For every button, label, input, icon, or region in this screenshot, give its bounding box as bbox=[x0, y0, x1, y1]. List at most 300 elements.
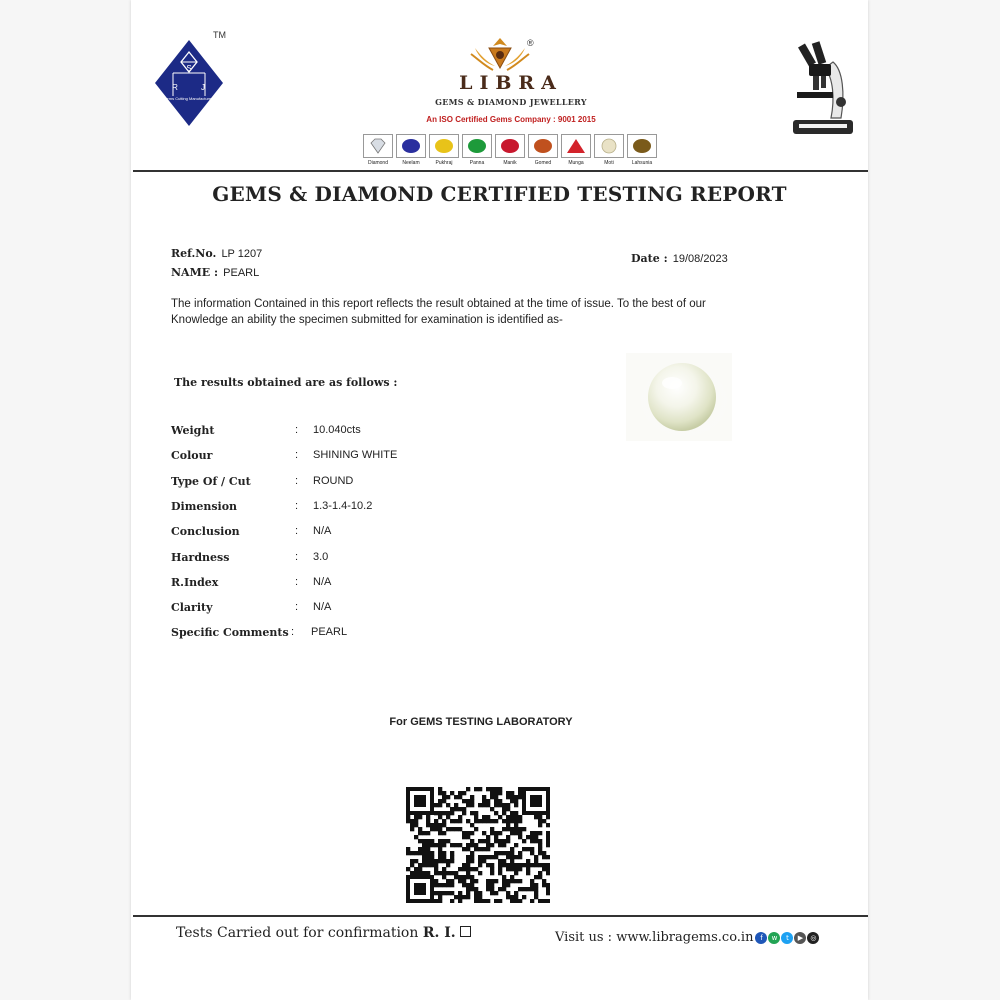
qr-module bbox=[518, 815, 522, 819]
qr-module bbox=[466, 799, 470, 803]
qr-module bbox=[418, 847, 422, 851]
qr-module bbox=[438, 855, 442, 859]
qr-module bbox=[442, 823, 446, 827]
qr-module bbox=[438, 883, 442, 887]
qr-module bbox=[406, 847, 410, 851]
qr-module bbox=[470, 887, 474, 891]
qr-module bbox=[422, 871, 426, 875]
result-colon: : bbox=[295, 449, 299, 462]
gem-item bbox=[594, 134, 624, 166]
qr-module bbox=[414, 835, 418, 839]
gem-label: Pukhraj bbox=[435, 160, 453, 166]
qr-module bbox=[506, 867, 510, 871]
result-colon: : bbox=[295, 474, 299, 487]
qr-module bbox=[470, 839, 474, 843]
qr-module bbox=[466, 819, 470, 823]
qr-module bbox=[454, 819, 458, 823]
qr-module bbox=[434, 871, 438, 875]
qr-module bbox=[478, 859, 482, 863]
qr-module bbox=[490, 787, 494, 791]
qr-finder-pattern bbox=[414, 883, 426, 895]
qr-module bbox=[454, 875, 458, 879]
qr-module bbox=[414, 867, 418, 871]
qr-module bbox=[486, 803, 490, 807]
qr-module bbox=[434, 859, 438, 863]
qr-module bbox=[506, 855, 510, 859]
qr-module bbox=[462, 807, 466, 811]
qr-module bbox=[478, 895, 482, 899]
gem-image-box bbox=[627, 134, 657, 158]
qr-module bbox=[450, 791, 454, 795]
qr-module bbox=[482, 795, 486, 799]
qr-module bbox=[514, 879, 518, 883]
qr-module bbox=[478, 855, 482, 859]
qr-module bbox=[510, 795, 514, 799]
qr-module bbox=[410, 871, 414, 875]
qr-module bbox=[506, 891, 510, 895]
brand-name: LIBRA bbox=[459, 72, 563, 94]
qr-module bbox=[466, 847, 470, 851]
whatsapp-icon[interactable]: w bbox=[768, 932, 780, 944]
qr-module bbox=[538, 871, 542, 875]
qr-module bbox=[410, 863, 414, 867]
qr-module bbox=[422, 847, 426, 851]
result-colon: : bbox=[295, 550, 299, 563]
qr-module bbox=[406, 851, 410, 855]
qr-module bbox=[470, 859, 474, 863]
qr-module bbox=[510, 831, 514, 835]
gem-item bbox=[528, 134, 558, 166]
qr-module bbox=[458, 815, 462, 819]
qr-module bbox=[538, 843, 542, 847]
qr-module bbox=[446, 803, 450, 807]
qr-module bbox=[494, 803, 498, 807]
qr-module bbox=[462, 831, 466, 835]
gem-image-box bbox=[429, 134, 459, 158]
qr-module bbox=[458, 891, 462, 895]
qr-module bbox=[466, 835, 470, 839]
qr-module bbox=[438, 815, 442, 819]
qr-module bbox=[462, 791, 466, 795]
qr-module bbox=[506, 815, 510, 819]
qr-module bbox=[466, 875, 470, 879]
qr-module bbox=[506, 895, 510, 899]
qr-module bbox=[490, 827, 494, 831]
qr-module bbox=[438, 791, 442, 795]
result-row bbox=[171, 576, 571, 596]
result-value: N/A bbox=[313, 601, 332, 614]
qr-module bbox=[482, 815, 486, 819]
qr-module bbox=[482, 831, 486, 835]
qr-module bbox=[478, 847, 482, 851]
qr-module bbox=[538, 875, 542, 879]
qr-module bbox=[486, 883, 490, 887]
microscope-icon bbox=[781, 40, 861, 140]
qr-module bbox=[502, 843, 506, 847]
qr-module bbox=[526, 835, 530, 839]
qr-module bbox=[474, 887, 478, 891]
qr-module bbox=[510, 815, 514, 819]
qr-module bbox=[542, 867, 546, 871]
qr-module bbox=[538, 831, 542, 835]
qr-module bbox=[506, 791, 510, 795]
qr-module bbox=[458, 867, 462, 871]
qr-module bbox=[530, 847, 534, 851]
pukhraj-gem-icon bbox=[433, 138, 455, 154]
gem-item bbox=[627, 134, 657, 166]
qr-module bbox=[526, 887, 530, 891]
qr-module bbox=[546, 887, 550, 891]
qr-module bbox=[426, 843, 430, 847]
qr-module bbox=[542, 819, 546, 823]
qr-module bbox=[466, 787, 470, 791]
qr-module bbox=[446, 815, 450, 819]
qr-module bbox=[502, 863, 506, 867]
qr-module bbox=[506, 819, 510, 823]
qr-module bbox=[438, 895, 442, 899]
qr-module bbox=[438, 843, 442, 847]
qr-module bbox=[534, 883, 538, 887]
qr-module bbox=[474, 847, 478, 851]
qr-module bbox=[438, 871, 442, 875]
qr-module bbox=[418, 831, 422, 835]
qr-module bbox=[414, 819, 418, 823]
qr-module bbox=[494, 831, 498, 835]
qr-module bbox=[538, 839, 542, 843]
qr-module bbox=[542, 855, 546, 859]
qr-module bbox=[418, 867, 422, 871]
qr-module bbox=[434, 819, 438, 823]
qr-module bbox=[458, 795, 462, 799]
qr-module bbox=[510, 895, 514, 899]
qr-module bbox=[410, 851, 414, 855]
qr-module bbox=[498, 843, 502, 847]
qr-module bbox=[466, 843, 470, 847]
qr-module bbox=[418, 863, 422, 867]
result-label: Type Of / Cut bbox=[171, 474, 251, 488]
gem-label: Moti bbox=[604, 160, 614, 166]
qr-module bbox=[450, 891, 454, 895]
qr-module bbox=[458, 843, 462, 847]
qr-module bbox=[486, 879, 490, 883]
qr-module bbox=[510, 851, 514, 855]
qr-module bbox=[410, 819, 414, 823]
qr-module bbox=[426, 815, 430, 819]
checkbox-icon bbox=[460, 926, 471, 937]
qr-module bbox=[462, 835, 466, 839]
qr-module bbox=[530, 899, 534, 903]
qr-module bbox=[442, 855, 446, 859]
qr-module bbox=[434, 843, 438, 847]
qr-module bbox=[486, 819, 490, 823]
qr-module bbox=[482, 839, 486, 843]
gem-label: Manik bbox=[503, 160, 517, 166]
qr-module bbox=[494, 811, 498, 815]
qr-module bbox=[546, 823, 550, 827]
qr-module bbox=[546, 883, 550, 887]
result-label: Weight bbox=[171, 424, 215, 437]
qr-module bbox=[518, 867, 522, 871]
qr-module bbox=[458, 875, 462, 879]
qr-module bbox=[426, 847, 430, 851]
qr-module bbox=[486, 847, 490, 851]
panna-gem-icon bbox=[466, 138, 488, 154]
qr-module bbox=[546, 843, 550, 847]
qr-module bbox=[538, 899, 542, 903]
pearl-photo bbox=[626, 353, 732, 441]
moti-gem-icon bbox=[598, 138, 620, 154]
qr-module bbox=[502, 859, 506, 863]
manik-gem-icon bbox=[499, 138, 521, 154]
qr-module bbox=[482, 855, 486, 859]
result-colon: : bbox=[295, 499, 299, 512]
qr-module bbox=[450, 855, 454, 859]
qr-module bbox=[502, 819, 506, 823]
qr-module bbox=[446, 827, 450, 831]
qr-module bbox=[490, 871, 494, 875]
qr-module bbox=[534, 859, 538, 863]
qr-module bbox=[490, 867, 494, 871]
qr-module bbox=[458, 827, 462, 831]
gem-image-box bbox=[594, 134, 624, 158]
qr-module bbox=[430, 855, 434, 859]
qr-module bbox=[506, 803, 510, 807]
qr-module bbox=[482, 819, 486, 823]
qr-module bbox=[474, 867, 478, 871]
qr-module bbox=[438, 899, 442, 903]
qr-module bbox=[510, 899, 514, 903]
qr-module bbox=[502, 807, 506, 811]
qr-module bbox=[466, 867, 470, 871]
qr-module bbox=[518, 879, 522, 883]
qr-module bbox=[442, 843, 446, 847]
qr-module bbox=[534, 887, 538, 891]
qr-module bbox=[442, 799, 446, 803]
result-row bbox=[171, 601, 571, 621]
qr-module bbox=[478, 819, 482, 823]
qr-module bbox=[518, 787, 522, 791]
qr-module bbox=[462, 811, 466, 815]
qr-module bbox=[546, 855, 550, 859]
qr-module bbox=[438, 831, 442, 835]
qr-module bbox=[414, 871, 418, 875]
name-row bbox=[171, 261, 259, 280]
qr-module bbox=[498, 899, 502, 903]
qr-module bbox=[450, 899, 454, 903]
qr-module bbox=[474, 843, 478, 847]
qr-module bbox=[514, 827, 518, 831]
qr-module bbox=[422, 839, 426, 843]
result-colon: : bbox=[291, 626, 295, 639]
qr-module bbox=[430, 823, 434, 827]
date-label: Date : bbox=[631, 252, 668, 265]
qr-module bbox=[494, 799, 498, 803]
qr-module bbox=[454, 871, 458, 875]
qr-module bbox=[546, 815, 550, 819]
qr-module bbox=[498, 815, 502, 819]
qr-module bbox=[498, 859, 502, 863]
qr-module bbox=[510, 811, 514, 815]
gem-label: Neelam bbox=[402, 160, 420, 166]
qr-module bbox=[462, 847, 466, 851]
qr-module bbox=[506, 883, 510, 887]
qr-module bbox=[470, 855, 474, 859]
qr-module bbox=[434, 899, 438, 903]
result-value: SHINING WHITE bbox=[313, 449, 398, 462]
qr-module bbox=[518, 851, 522, 855]
youtube-icon[interactable]: ▶ bbox=[794, 932, 806, 944]
result-label: R.Index bbox=[171, 575, 219, 589]
qr-module bbox=[466, 883, 470, 887]
qr-module bbox=[482, 899, 486, 903]
qr-module bbox=[450, 819, 454, 823]
qr-module bbox=[442, 867, 446, 871]
qr-module bbox=[478, 863, 482, 867]
qr-module bbox=[506, 879, 510, 883]
qr-module bbox=[522, 887, 526, 891]
qr-module bbox=[502, 887, 506, 891]
qr-module bbox=[458, 879, 462, 883]
qr-module bbox=[470, 831, 474, 835]
qr-module bbox=[470, 879, 474, 883]
qr-module bbox=[466, 831, 470, 835]
qr-module bbox=[498, 799, 502, 803]
qr-module bbox=[442, 851, 446, 855]
qr-module bbox=[494, 819, 498, 823]
qr-module bbox=[426, 859, 430, 863]
facebook-icon[interactable]: f bbox=[755, 932, 767, 944]
qr-module bbox=[490, 855, 494, 859]
qr-module bbox=[462, 863, 466, 867]
website-link[interactable]: Visit us : www.libragems.co.in bbox=[555, 930, 754, 945]
tests-confirmation bbox=[176, 925, 471, 941]
qr-module bbox=[418, 871, 422, 875]
qr-module bbox=[446, 891, 450, 895]
qr-module bbox=[534, 855, 538, 859]
qr-module bbox=[514, 803, 518, 807]
qr-module bbox=[430, 863, 434, 867]
qr-module bbox=[506, 851, 510, 855]
qr-module bbox=[498, 887, 502, 891]
qr-module bbox=[542, 879, 546, 883]
qr-module bbox=[422, 831, 426, 835]
qr-module bbox=[458, 791, 462, 795]
qr-module bbox=[530, 831, 534, 835]
qr-module bbox=[502, 827, 506, 831]
qr-module bbox=[418, 839, 422, 843]
ref-label: Ref.No. bbox=[171, 247, 217, 260]
qr-module bbox=[406, 867, 410, 871]
qr-module bbox=[474, 891, 478, 895]
website-footer bbox=[555, 930, 819, 945]
qr-module bbox=[478, 803, 482, 807]
qr-module bbox=[502, 883, 506, 887]
date-row bbox=[631, 247, 728, 266]
qr-module bbox=[506, 807, 510, 811]
qr-module bbox=[426, 839, 430, 843]
qr-module bbox=[530, 879, 534, 883]
qr-module bbox=[510, 867, 514, 871]
qr-module bbox=[522, 863, 526, 867]
qr-module bbox=[446, 811, 450, 815]
name-label: NAME : bbox=[171, 266, 219, 279]
qr-module bbox=[494, 879, 498, 883]
munga-gem-icon bbox=[565, 138, 587, 154]
qr-module bbox=[510, 855, 514, 859]
twitter-icon[interactable]: t bbox=[781, 932, 793, 944]
qr-module bbox=[506, 823, 510, 827]
qr-module bbox=[410, 827, 414, 831]
gemstone-strip bbox=[363, 134, 657, 166]
lab-signature-label: For GEMS TESTING LABORATORY bbox=[389, 716, 573, 728]
qr-module bbox=[494, 891, 498, 895]
qr-module bbox=[470, 811, 474, 815]
qr-module bbox=[470, 867, 474, 871]
qr-module bbox=[458, 899, 462, 903]
qr-module bbox=[502, 803, 506, 807]
qr-module bbox=[510, 819, 514, 823]
result-colon: : bbox=[295, 575, 299, 588]
qr-module bbox=[506, 839, 510, 843]
qr-module bbox=[450, 871, 454, 875]
qr-module bbox=[502, 875, 506, 879]
qr-module bbox=[502, 811, 506, 815]
qr-module bbox=[490, 819, 494, 823]
srj-letter-j: J bbox=[201, 83, 205, 92]
result-colon: : bbox=[295, 424, 299, 436]
result-label: Clarity bbox=[171, 601, 213, 615]
qr-module bbox=[498, 871, 502, 875]
qr-module bbox=[506, 827, 510, 831]
qr-module bbox=[494, 795, 498, 799]
qr-module bbox=[450, 843, 454, 847]
result-value: 10.040cts bbox=[313, 424, 361, 436]
qr-module bbox=[426, 871, 430, 875]
qr-module bbox=[426, 823, 430, 827]
qr-module bbox=[534, 839, 538, 843]
qr-module bbox=[438, 823, 442, 827]
qr-module bbox=[542, 899, 546, 903]
qr-module bbox=[430, 839, 434, 843]
qr-module bbox=[534, 831, 538, 835]
qr-module bbox=[414, 815, 418, 819]
qr-module bbox=[470, 823, 474, 827]
qr-module bbox=[470, 883, 474, 887]
tests-text: Tests Carried out for confirmation bbox=[176, 925, 419, 941]
qr-module bbox=[438, 847, 442, 851]
qr-module bbox=[466, 871, 470, 875]
qr-module bbox=[442, 871, 446, 875]
qr-module bbox=[414, 823, 418, 827]
date-value: 19/08/2023 bbox=[672, 253, 728, 265]
qr-module bbox=[530, 883, 534, 887]
qr-module bbox=[494, 791, 498, 795]
qr-module bbox=[514, 891, 518, 895]
qr-module bbox=[482, 799, 486, 803]
gem-item bbox=[363, 134, 393, 166]
qr-finder-pattern bbox=[530, 795, 542, 807]
qr-module bbox=[486, 843, 490, 847]
qr-module bbox=[426, 851, 430, 855]
qr-code[interactable] bbox=[406, 787, 550, 903]
qr-module bbox=[490, 843, 494, 847]
intro-line-2: Knowledge an ability the specimen submitted for examination is identified as- bbox=[171, 314, 563, 326]
qr-module bbox=[446, 883, 450, 887]
qr-module bbox=[546, 839, 550, 843]
result-colon: : bbox=[295, 601, 299, 614]
instagram-icon[interactable]: ◎ bbox=[807, 932, 819, 944]
qr-module bbox=[518, 899, 522, 903]
